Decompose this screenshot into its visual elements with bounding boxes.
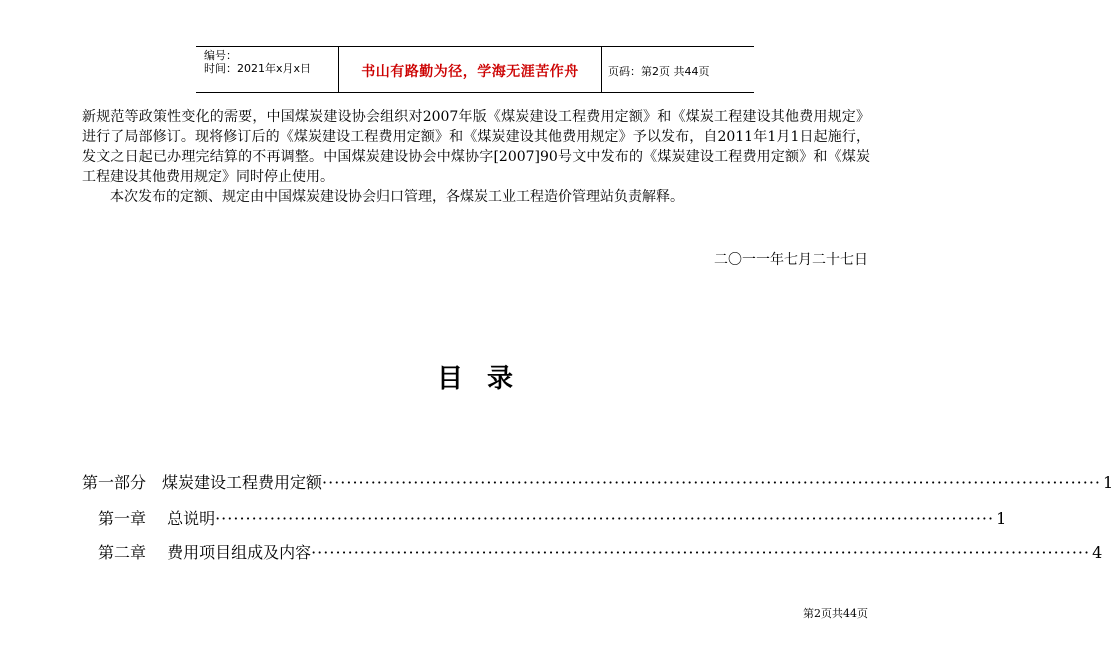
header-motto-cell: [339, 47, 602, 92]
toc-entry-label: 第二章 费用项目组成及内容: [98, 543, 312, 562]
header-meta-cell: [196, 47, 339, 92]
toc-leader-dots: ································································································································: [322, 473, 1102, 492]
toc-entry-label: 第一章 总说明: [98, 509, 216, 528]
toc-leader-dots: ································································································································: [311, 543, 1091, 562]
toc-entry-page: 1: [996, 509, 1007, 528]
toc-entry[interactable]: [82, 470, 1113, 493]
toc-entry[interactable]: [98, 506, 1007, 529]
toc-entry-page: 1: [1103, 473, 1113, 492]
header-motto: 书山有路勤为径，学海无涯苦作舟: [361, 64, 579, 80]
toc-entry-page: 4: [1092, 543, 1103, 562]
paragraph-text: 新规范等政策性变化的需要，中国煤炭建设协会组织对2007年版《煤炭建设工程费用定额》和《煤炭工程建设其他费用规定》进行了局部修订。现将修订后的《煤炭建设工程费用定额》和《煤炭建设其他费用规定》予以发布，自2011年1月1日起施行，发文之日起已办理完结算的不再调整。中国煤炭建设协会中煤协字[2007]90号文中发布的《煤炭建设工程费用定额》和《煤炭工程建设其他费用规定》同时停止使用。: [82, 109, 870, 185]
toc-entry-label: 第一部分 煤炭建设工程费用定额: [82, 473, 323, 492]
body-paragraph-1: [82, 107, 870, 187]
header-page-label: 页码：第2页 共44页: [608, 65, 710, 78]
toc-entry[interactable]: [98, 540, 1103, 563]
serial-label: 编号：: [204, 49, 237, 62]
paragraph-text: 本次发布的定额、规定由中国煤炭建设协会归口管理，各煤炭工业工程造价管理站负责解释。: [110, 189, 684, 205]
time-label: 时间：2021年x月x日: [204, 62, 312, 75]
body-paragraph-2: [82, 187, 870, 207]
header-page-cell: [602, 47, 754, 92]
toc-leader-dots: ································································································································: [215, 509, 995, 528]
issue-date: 二〇一一年七月二十七日: [714, 252, 868, 268]
page-header: [196, 46, 754, 93]
toc-title: 目录: [436, 364, 537, 394]
footer-page-number: 第2页共44页: [803, 607, 868, 620]
